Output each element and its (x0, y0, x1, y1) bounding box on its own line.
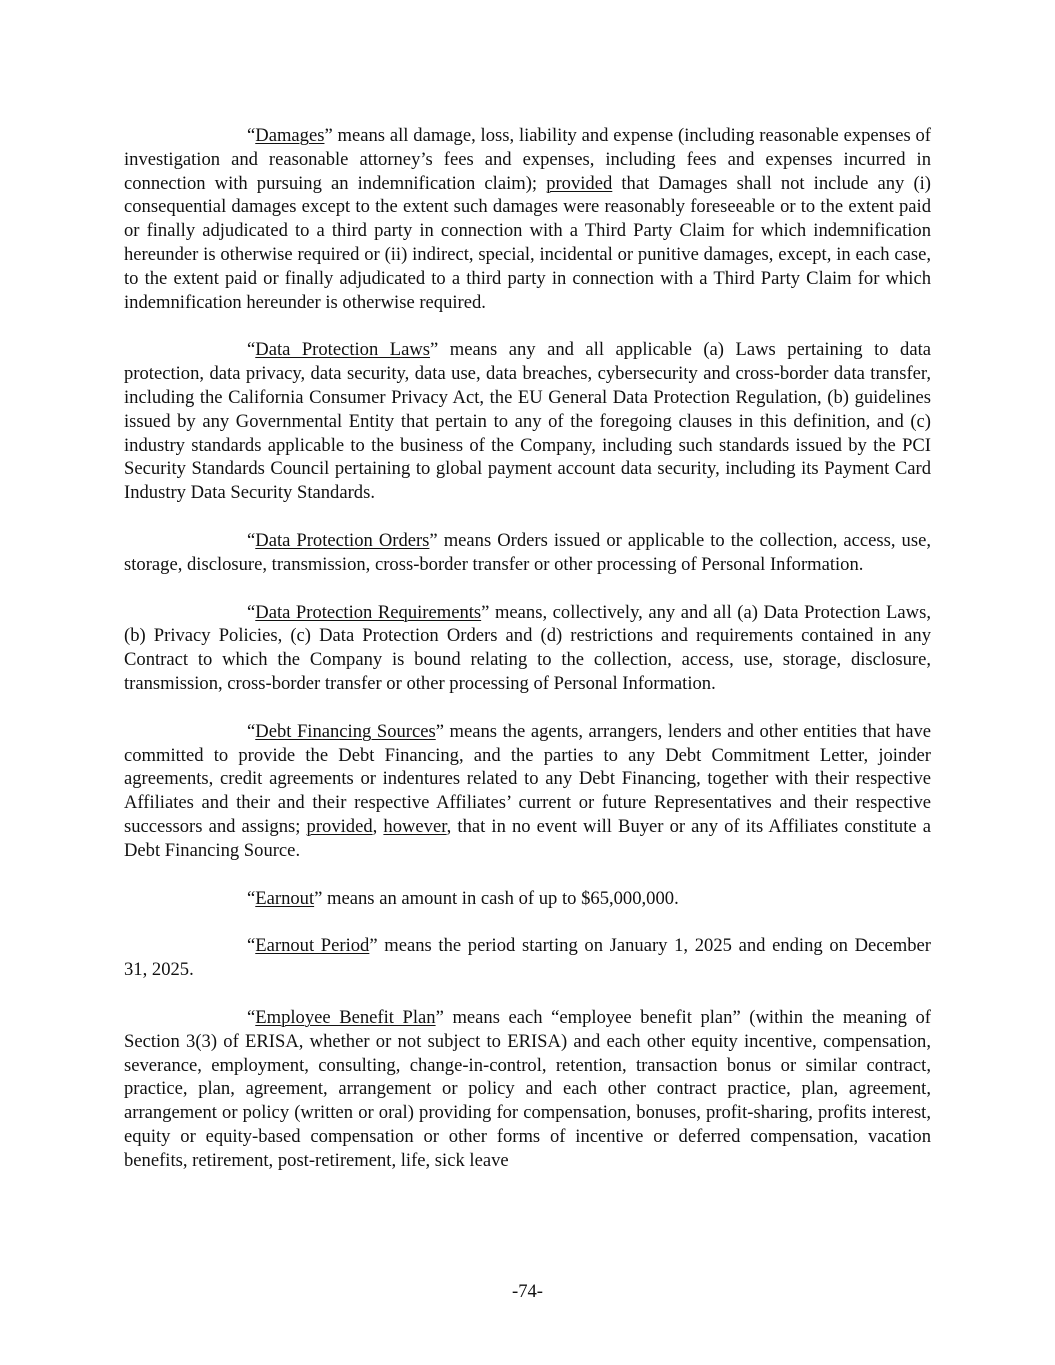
definition-text: , (372, 815, 384, 837)
proviso-term: however (383, 815, 447, 837)
close-quote: ” (429, 529, 438, 551)
open-quote: “ (247, 887, 256, 909)
open-quote: “ (247, 339, 256, 361)
definition-earnout (124, 887, 931, 911)
document-body (124, 124, 931, 1196)
definition-text: means an amount in cash of up to $65,000,000. (322, 887, 679, 909)
defined-term: Earnout (255, 887, 315, 909)
definition-text: means, collectively, any and all (a) Data Protection Laws, (b) Privacy Policies, (c) Data Protection Orders and (d) restrictions and requirements contained in any Contract to which the Company is bound relating to the collection, access, use, storage, disclosure, transmission, cross-border transfer or other processing of Personal Information. (124, 601, 931, 694)
definition-data-protection-laws (124, 338, 931, 505)
definition-text: means Orders issued or applicable to the collection, access, use, storage, disclosure, transmission, cross-border transfer or other processing of Personal Information. (124, 529, 931, 575)
open-quote: “ (247, 125, 256, 146)
definition-text: means the period starting on January 1, 2025 and ending on December 31, 2025. (124, 935, 931, 981)
close-quote: ” (369, 935, 378, 957)
definition-text: means all damage, loss, liability and expense (including reasonable expenses of investigation and reasonable attorney’s fees and expenses, including fees and expenses incurred in connection with pursuing an indemnification claim); (124, 125, 931, 194)
definition-damages (124, 124, 931, 314)
page-number: -74- (512, 1281, 543, 1302)
proviso-term: provided (306, 815, 373, 837)
open-quote: “ (247, 1006, 256, 1028)
defined-term: Earnout Period (255, 935, 370, 957)
defined-term: Employee Benefit Plan (255, 1006, 436, 1028)
close-quote: ” (481, 601, 490, 623)
open-quote: “ (247, 529, 256, 551)
defined-term: Damages (255, 125, 325, 146)
open-quote: “ (247, 720, 256, 742)
definition-text: means the agents, arrangers, lenders and other entities that have committed to provide the Debt Financing, and the parties to any Debt Commitment Letter, joinder agreements, credit agreements or indentures related to any Debt Financing, together with their respective Affiliates and their and their respective Affiliates’ current or future Representatives and their respective successors and assigns; (124, 720, 931, 837)
open-quote: “ (247, 601, 256, 623)
close-quote: ” (435, 720, 444, 742)
defined-term: Data Protection Orders (255, 529, 430, 551)
close-quote: ” (314, 887, 323, 909)
definition-earnout-period (124, 934, 931, 982)
definition-text: means any and all applicable (a) Laws pertaining to data protection, data privacy, data security, data use, data breaches, cybersecurity and cross-border data transfer, including the California Consumer Privacy Act, the EU General Data Protection Regulation, (b) guidelines issued by any Governmental Entity that pertain to any of the foregoing clauses in this definition, and (c) industry standards applicable to the business of the Company, including such standards issued by the PCI Security Standards Council pertaining to global payment account data security, including its Payment Card Industry Data Security Standards. (124, 339, 931, 504)
close-quote: ” (430, 339, 439, 361)
defined-term: Data Protection Requirements (255, 601, 482, 623)
definition-text: , that in no event will Buyer or any of its Affiliates constitute a Debt Financing Source. (124, 815, 931, 861)
proviso-term: provided (546, 172, 613, 194)
definition-data-protection-orders (124, 529, 931, 577)
definition-text: that Damages shall not include any (i) consequential damages except to the extent such damages were reasonably foreseeable or to the extent paid or finally adjudicated to a third party in connection with a Third Party Claim for which indemnification hereunder is otherwise required or (ii) indirect, special, incidental or punitive damages, except, in each case, to the extent paid or finally adjudicated to a third party in connection with a Third Party Claim for which indemnification hereunder is otherwise required. (124, 172, 931, 313)
close-quote: ” (435, 1006, 444, 1028)
definition-data-protection-requirements (124, 601, 931, 696)
defined-term: Data Protection Laws (255, 339, 431, 361)
close-quote: ” (324, 125, 333, 146)
definition-debt-financing-sources (124, 720, 931, 863)
defined-term: Debt Financing Sources (255, 720, 436, 742)
open-quote: “ (247, 935, 256, 957)
definition-employee-benefit-plan (124, 1006, 931, 1173)
definition-text: means each “employee benefit plan” (within the meaning of Section 3(3) of ERISA, whether or not subject to ERISA) and each other equity incentive, compensation, severance, employment, consulting, change-in-control, retention, transaction bonus or similar contract, practice, plan, agreement, arrangement or policy and each other contract practice, plan, agreement, arrangement or policy (written or oral) providing for compensation, bonuses, profit-sharing, profits interest, equity or equity-based compensation or other forms of incentive or deferred compensation, vacation benefits, retirement, post-retirement, life, sick leave (124, 1006, 931, 1171)
